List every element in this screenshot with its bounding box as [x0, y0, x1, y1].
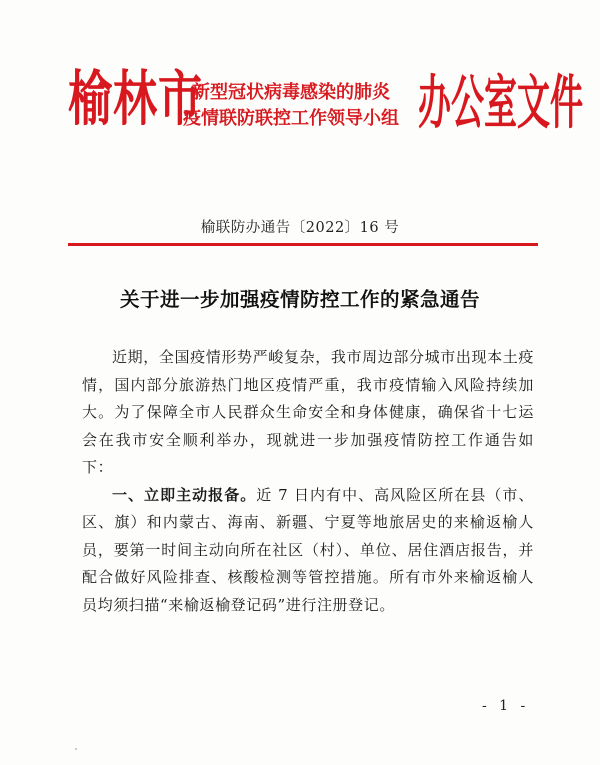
masthead-group-line2: 疫情联防联控工作领导小组	[183, 108, 399, 129]
masthead-group-line1: 新型冠状病毒感染的肺炎	[192, 82, 390, 103]
page-number: - 1 -	[482, 698, 530, 714]
document-number: 榆联防办通告〔2022〕16 号	[200, 220, 400, 236]
masthead-city: 榆林市	[68, 65, 203, 135]
notice-body	[82, 344, 534, 619]
masthead-group-name	[168, 80, 414, 132]
masthead-office: 办公室文件	[418, 68, 583, 137]
item-1-heading: 一、立即主动报备。	[112, 485, 257, 504]
notice-title: 关于进一步加强疫情防控工作的紧急通告	[119, 288, 480, 311]
paragraph-item-1	[82, 482, 534, 620]
red-masthead	[0, 62, 600, 152]
item-1-text: 近 7 日内有中、高风险区所在县（市、区、旗）和内蒙古、海南、新疆、宁夏等地旅居史的来榆返榆人员，要第一时间主动向所在社区（村）、单位、居住酒店报告，并配合做好风险排查、核酸检测等管控措施。所有市外来榆返榆人员均须扫描“来榆返榆登记码”进行注册登记。	[82, 485, 534, 614]
paragraph-intro: 近期，全国疫情形势严峻复杂，我市周边部分城市出现本土疫情，国内部分旅游热门地区疫情严重，我市疫情输入风险持续加大。为了保障全市人民群众生命安全和身体健康，确保省十七运会在我市安全顺利举办，现就进一步加强疫情防控工作通告如下：	[82, 348, 534, 476]
red-divider-line	[68, 243, 538, 246]
scan-speck	[75, 748, 77, 750]
